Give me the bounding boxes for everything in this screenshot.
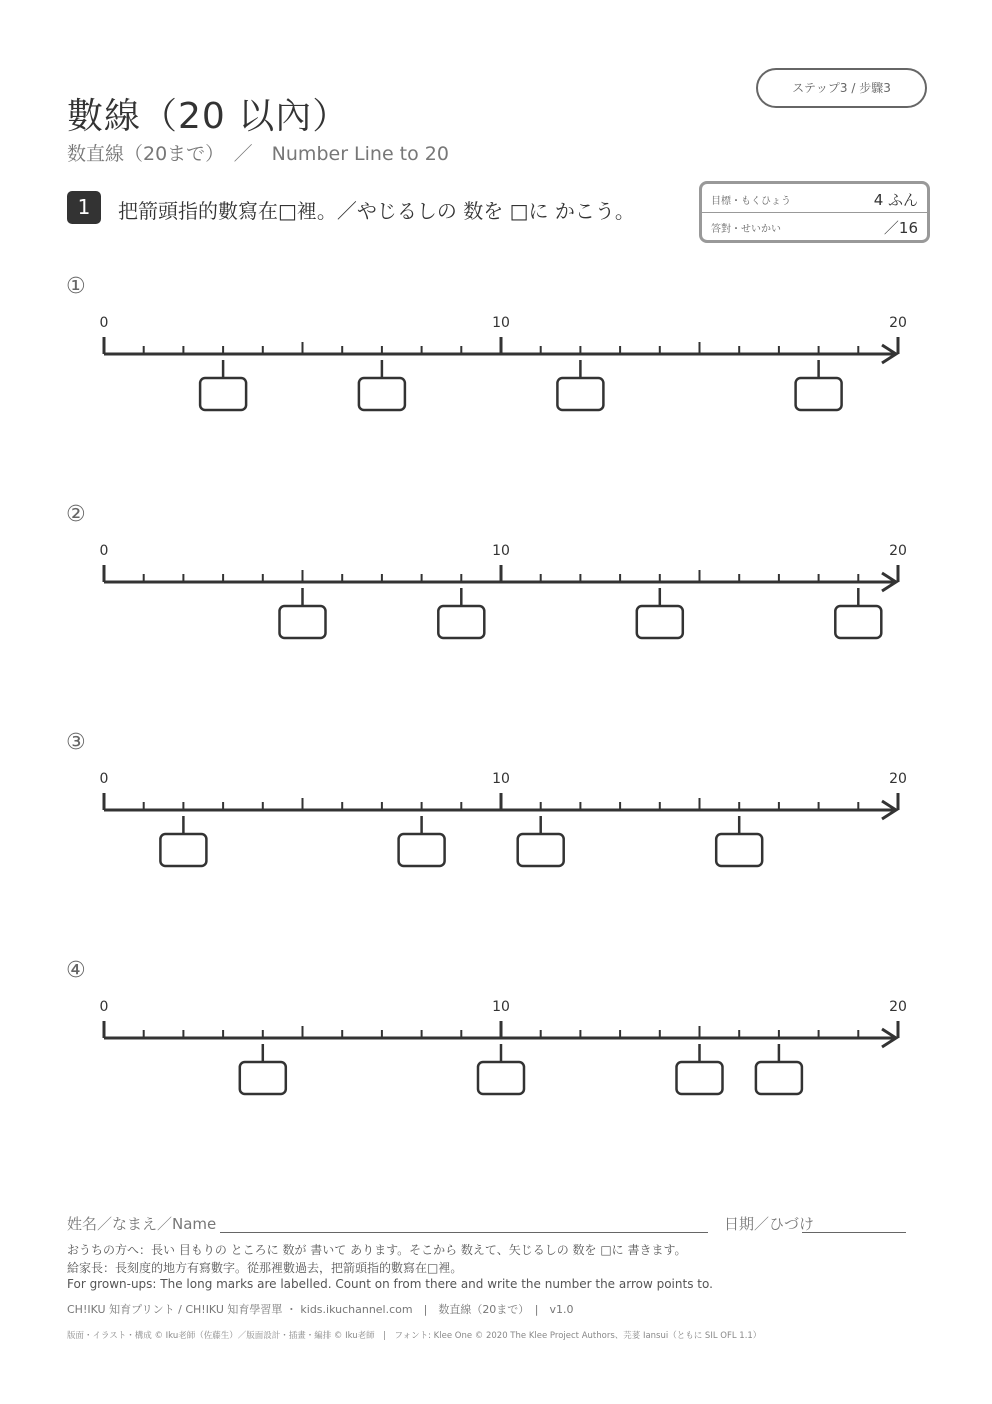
question-number-badge: 1 xyxy=(67,191,101,224)
answer-box[interactable] xyxy=(359,378,405,410)
tick-label-20: 20 xyxy=(889,771,907,787)
answer-box[interactable] xyxy=(637,606,683,638)
date-input-line[interactable] xyxy=(802,1232,906,1233)
name-input-line[interactable] xyxy=(220,1232,708,1233)
tick-label-0: 0 xyxy=(99,771,109,787)
number-line-3 xyxy=(0,761,992,901)
number-line-1 xyxy=(0,305,992,445)
answer-box[interactable] xyxy=(557,378,603,410)
goal-time-value: 4 ふん xyxy=(873,191,918,209)
tick-label-20: 20 xyxy=(889,543,907,559)
tick-label-10: 10 xyxy=(492,543,510,559)
problem-label-2: ② xyxy=(66,502,86,527)
answer-box[interactable] xyxy=(756,1062,802,1094)
question-instruction: 把箭頭指的數寫在□裡。／やじるしの 数を □に かこう。 xyxy=(118,199,635,223)
credits-line: CH!IKU 知育プリント / CH!IKU 知育學習單 ・ kids.ikuchannel.com | 数直線（20まで） | v1.0 xyxy=(67,1303,574,1316)
answer-box[interactable] xyxy=(280,606,326,638)
tick-label-10: 10 xyxy=(492,771,510,787)
answer-box[interactable] xyxy=(240,1062,286,1094)
correct-count-row xyxy=(702,212,927,240)
answer-box[interactable] xyxy=(677,1062,723,1094)
answer-box[interactable] xyxy=(518,834,564,866)
name-label: 姓名／なまえ／Name xyxy=(67,1215,217,1233)
parent-note-zh: 給家長：長刻度的地方有寫數字。從那裡數過去，把箭頭指的數寫在□裡。 xyxy=(67,1261,463,1275)
tick-label-0: 0 xyxy=(99,315,109,331)
date-label: 日期／ひづけ xyxy=(724,1215,815,1233)
correct-count-label: 答對・せいかい xyxy=(711,224,781,235)
problem-label-3: ③ xyxy=(66,730,86,755)
step-badge: ステップ3 / 步驟3 xyxy=(756,68,927,108)
tick-label-10: 10 xyxy=(492,999,510,1015)
answer-box[interactable] xyxy=(796,378,842,410)
font-credits-line: 版面・イラスト・構成 © Iku老師（佐藤生）／版面設計・插畫・編排 © Iku老師 | フォント: Klee One © 2020 The Klee Project Authors、芫荽 Iansui（ともに SIL OFL 1.1） xyxy=(67,1331,762,1341)
number-line-2 xyxy=(0,533,992,673)
tick-label-0: 0 xyxy=(99,999,109,1015)
answer-box[interactable] xyxy=(438,606,484,638)
answer-box[interactable] xyxy=(478,1062,524,1094)
answer-box[interactable] xyxy=(200,378,246,410)
goal-time-label: 目標・もくひょう xyxy=(711,196,791,207)
tick-label-0: 0 xyxy=(99,543,109,559)
problem-label-4: ④ xyxy=(66,958,86,983)
tick-label-10: 10 xyxy=(492,315,510,331)
answer-box[interactable] xyxy=(399,834,445,866)
page-subtitle: 数直線（20まで） ／ Number Line to 20 xyxy=(67,143,449,165)
answer-box[interactable] xyxy=(716,834,762,866)
tick-label-20: 20 xyxy=(889,315,907,331)
goal-time-row xyxy=(702,184,927,213)
number-line-4 xyxy=(0,989,992,1129)
answer-box[interactable] xyxy=(835,606,881,638)
tick-label-20: 20 xyxy=(889,999,907,1015)
page-title: 數線（20 以內） xyxy=(67,96,350,137)
answer-box[interactable] xyxy=(160,834,206,866)
correct-count-value: ／16 xyxy=(883,219,918,237)
parent-note-ja: おうちの方へ：長い 目もりの ところに 数が 書いて あります。そこから 数えて、矢じるしの 数を □に 書きます。 xyxy=(67,1243,687,1257)
parent-note-en: For grown-ups: The long marks are labelled. Count on from there and write the number the arrow points to. xyxy=(67,1277,713,1291)
score-box xyxy=(699,181,930,243)
problem-label-1: ① xyxy=(66,274,86,299)
